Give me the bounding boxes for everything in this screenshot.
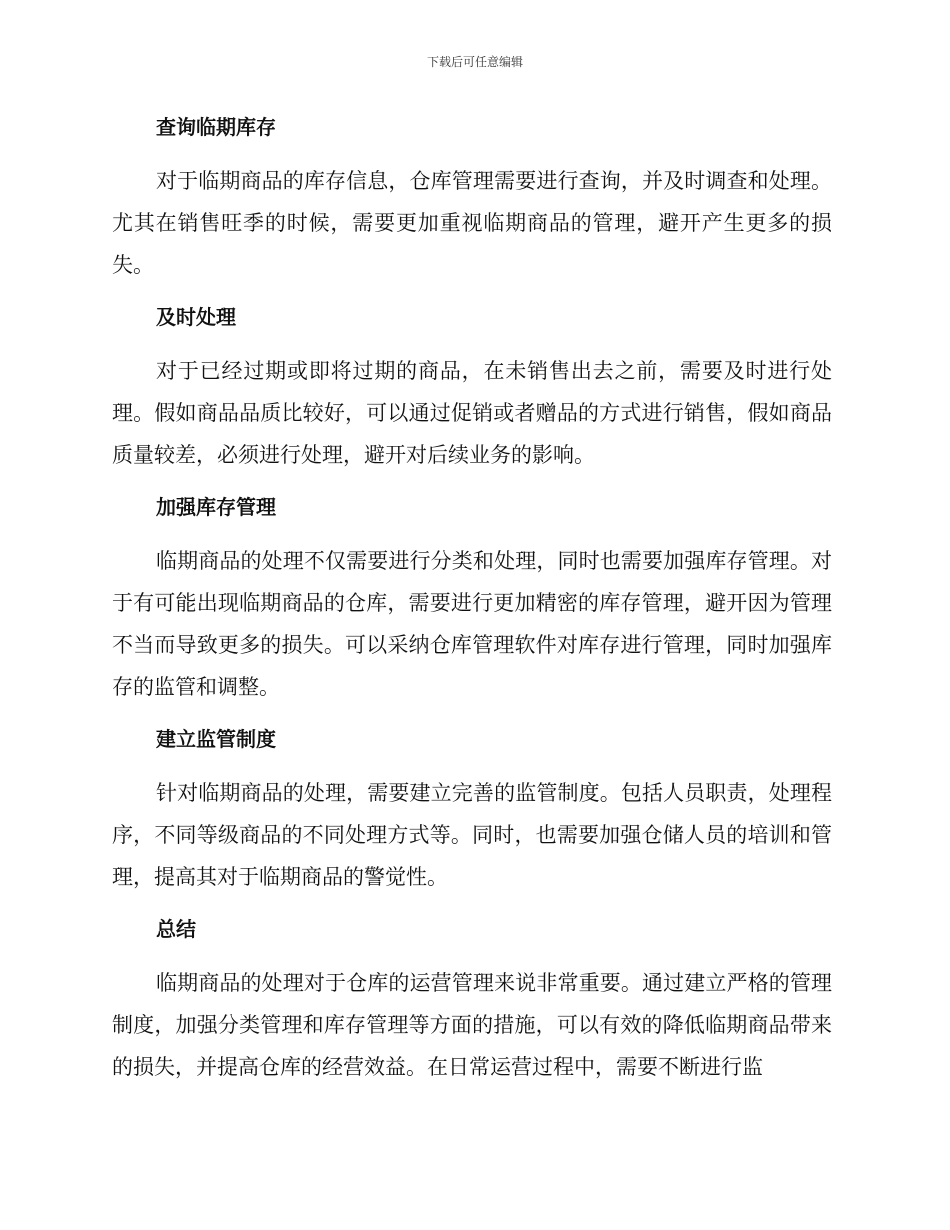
section-paragraph: 针对临期商品的处理，需要建立完善的监管制度。包括人员职责，处理程序，不同等级商品的不同处理方式等。同时，也需要加强仓储人员的培训和管理，提高其对于临期商品的警觉性。 [112,781,832,889]
section-paragraph: 对于已经过期或即将过期的商品，在未销售出去之前，需要及时进行处理。假如商品品质比较好，可以通过促销或者赠品的方式进行销售，假如商品质量较差，必须进行处理，避开对后续业务的影响。 [112,359,832,467]
section-summary [112,908,832,1088]
section-timely-handling [112,296,832,476]
section-query-expiring-stock [112,106,832,286]
page-header: 下载后可任意编辑 [426,55,523,69]
section-heading: 加强库存管理 [156,495,276,519]
section-heading: 总结 [156,917,196,941]
section-paragraph: 临期商品的处理不仅需要进行分类和处理，同时也需要加强库存管理。对于有可能出现临期商品的仓库，需要进行更加精密的库存管理，避开因为管理不当而导致更多的损失。可以采纳仓库管理软件对库存进行管理，同时加强库存的监管和调整。 [112,549,832,699]
section-supervision-system [112,718,832,898]
section-heading: 及时处理 [156,305,236,329]
section-paragraph: 对于临期商品的库存信息，仓库管理需要进行查询，并及时调查和处理。尤其在销售旺季的时候，需要更加重视临期商品的管理，避开产生更多的损失。 [112,169,832,277]
section-inventory-management [112,486,832,708]
section-heading: 建立监管制度 [156,727,276,751]
section-heading: 查询临期库存 [156,115,276,139]
section-paragraph: 临期商品的处理对于仓库的运营管理来说非常重要。通过建立严格的管理制度，加强分类管理和库存管理等方面的措施，可以有效的降低临期商品带来的损失，并提高仓库的经营效益。在日常运营过程中，需要不断进行监 [112,971,832,1079]
document-body [112,106,832,1098]
